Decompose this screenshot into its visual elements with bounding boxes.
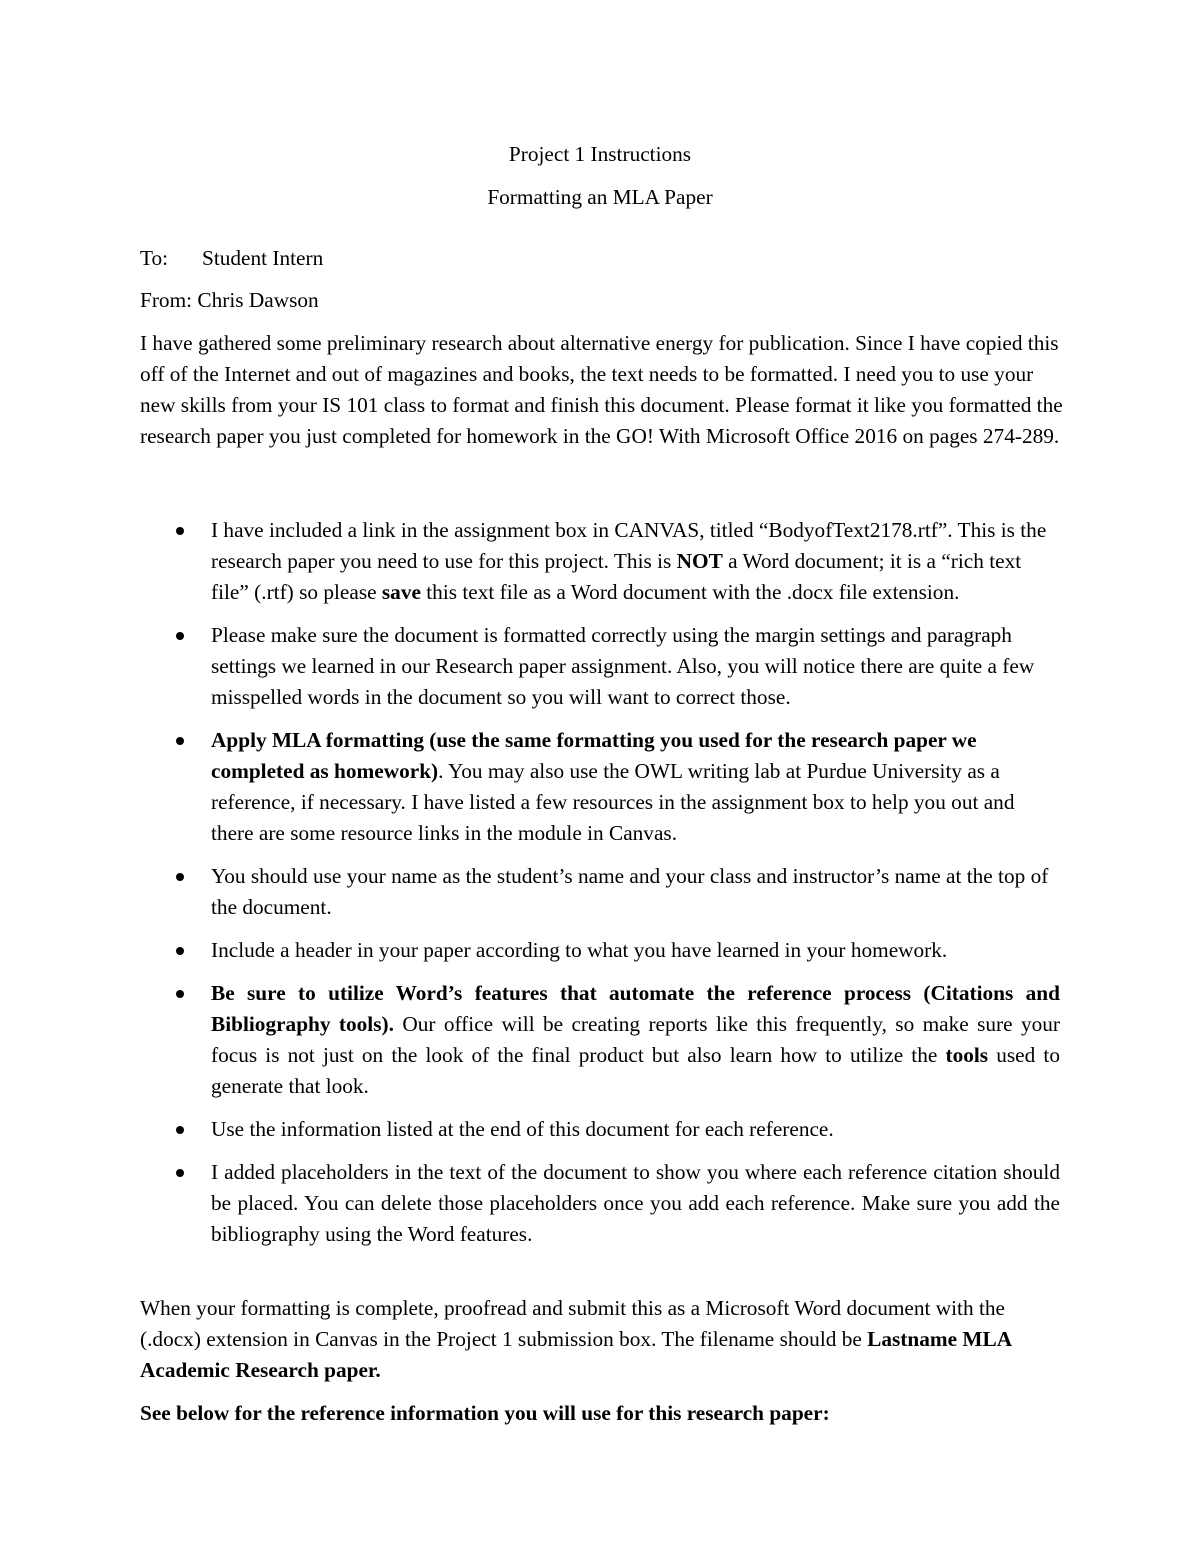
bullet-icon (176, 947, 184, 955)
list-item: Use the information listed at the end of this document for each reference. (140, 1114, 1060, 1145)
list-item: You should use your name as the student’s name and your class and instructor’s name at the top of the document. (140, 861, 1060, 923)
intro-paragraph: I have gathered some preliminary research about alternative energy for publication. Since I have copied this off of the Internet and out of magazines and books, the text needs to be formatted. I need you to use your new skills from your IS 101 class to format and finish this document. Please format it like you formatted the research paper you just completed for homework in the GO! With Microsoft Office 2016 on pages 274-289. (140, 331, 1063, 448)
list-item: I have included a link in the assignment box in CANVAS, titled “BodyofText2178.rtf”. This is the research paper you need to use for this project. This is NOT a Word document; it is a “rich text file” (.rtf) so please save this text file as a Word document with the .docx file extension. (140, 515, 1060, 608)
list-item: Include a header in your paper according to what you have learned in your homework. (140, 935, 1060, 966)
instruction-list (140, 515, 1060, 1262)
memo-to-value: Student Intern (202, 246, 324, 270)
memo-from-line (140, 285, 319, 316)
bullet-icon (176, 990, 184, 998)
list-item: Be sure to utilize Word’s features that automate the reference process (Citations and Bibliography tools). Our office will be creating reports like this frequently, so make sure your focus is not just on the look of the final product but also learn how to utilize the tools used to generate that look. (140, 978, 1060, 1102)
filename-instruction: Lastname MLA Academic Research paper. (140, 1327, 1011, 1382)
memo-from-value: Chris Dawson (197, 288, 319, 312)
list-item: Please make sure the document is formatted correctly using the margin settings and paragraph settings we learned in our Research paper assignment. Also, you will notice there are quite a few misspelled words in the document so you will want to correct those. (140, 620, 1060, 713)
memo-to-line (140, 243, 323, 274)
memo-to-label: To: (140, 246, 169, 270)
document-subtitle: Formatting an MLA Paper (487, 185, 713, 209)
bullet-icon (176, 873, 184, 881)
document-title: Project 1 Instructions (508, 142, 692, 166)
reference-heading: See below for the reference information you will use for this research paper: (140, 1401, 830, 1425)
bullet-icon (176, 1126, 184, 1134)
bullet-icon (176, 737, 184, 745)
memo-from-label: From: (140, 288, 193, 312)
bullet-icon (176, 1169, 184, 1177)
bullet-icon (176, 527, 184, 535)
list-item: Apply MLA formatting (use the same formatting you used for the research paper we completed as homework). You may also use the OWL writing lab at Purdue University as a reference, if necessary. I have listed a few resources in the assignment box to help you out and there are some resource links in the module in Canvas. (140, 725, 1060, 849)
list-item: I added placeholders in the text of the document to show you where each reference citation should be placed. You can delete those placeholders once you add each reference. Make sure you add the bibliography using the Word features. (140, 1157, 1060, 1250)
bullet-icon (176, 632, 184, 640)
closing-paragraph: When your formatting is complete, proofread and submit this as a Microsoft Word document with the (.docx) extension in Canvas in the Project 1 submission box. The filename should be Lastname MLA Academic Research paper. (140, 1296, 1011, 1382)
